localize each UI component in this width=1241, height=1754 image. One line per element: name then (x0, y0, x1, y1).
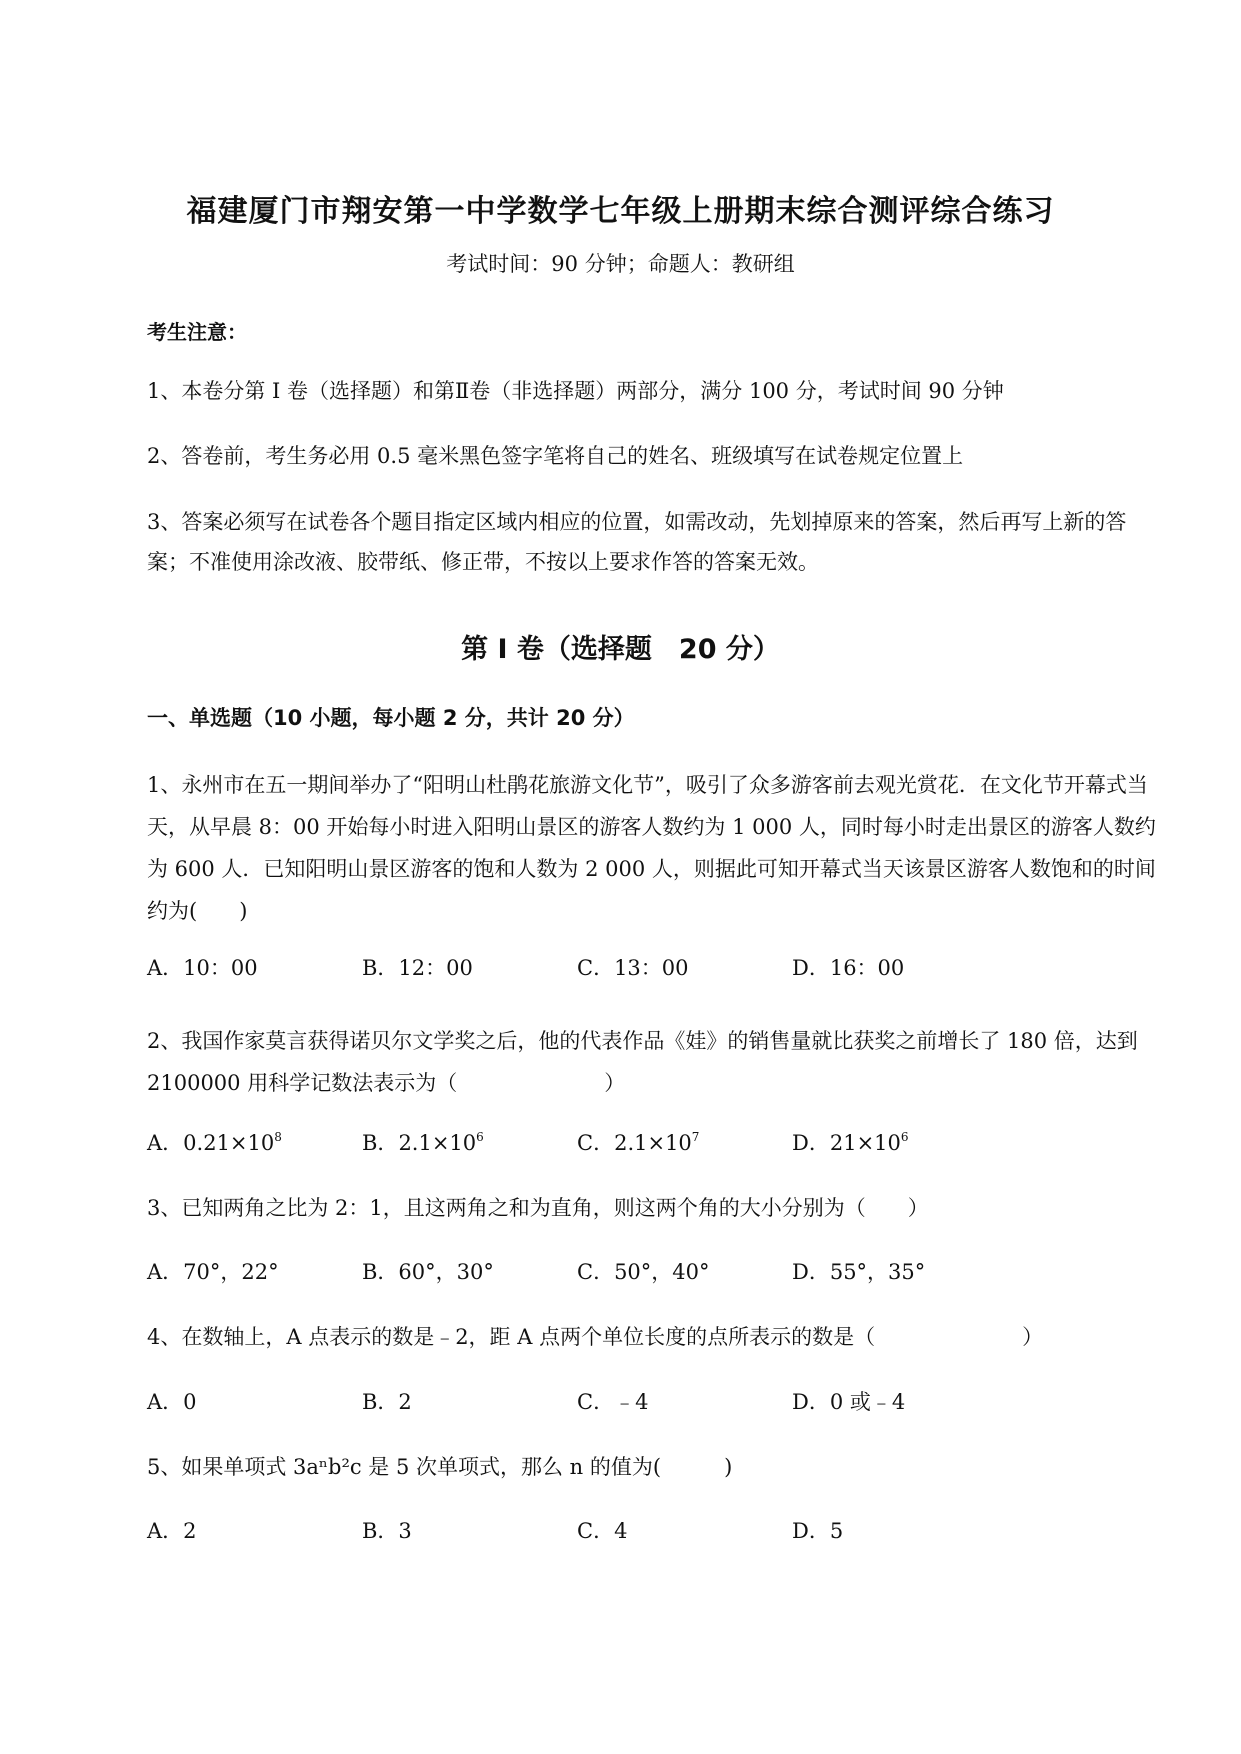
question-3-text: 3、已知两角之比为 2：1，且这两角之和为直角，则这两个角的大小分别为（ ） (147, 1196, 929, 1220)
option-b: B．3 (362, 1519, 412, 1543)
option-b: B．12：00 (362, 956, 473, 980)
option-a: A．$0.21\times 10^8$ (147, 1130, 282, 1155)
option-b: B．$2.1\times 10^6$ (362, 1130, 484, 1155)
page-title: 福建厦门市翔安第一中学数学七年级上册期末综合测评综合练习 (186, 194, 1055, 229)
notice-item: 2、答卷前，考生务必用 0.5 毫米黑色签字笔将自己的姓名、班级填写在试卷规定位置上 (147, 444, 964, 468)
question-3-options (147, 1256, 1047, 1290)
option-b: B．60°，30° (362, 1260, 494, 1284)
section-title: 第 I 卷（选择题 20 分） (461, 634, 780, 665)
option-d: D．0 或﹣4 (792, 1390, 906, 1414)
question-4-options (147, 1386, 1047, 1420)
notice-heading: 考生注意： (147, 320, 247, 344)
option-c: C．13：00 (577, 956, 689, 980)
exam-info: 考试时间：90 分钟；命题人：教研组 (446, 252, 795, 276)
option-b: B．2 (362, 1390, 412, 1414)
option-a: A．0 (147, 1390, 197, 1414)
option-c: C．4 (577, 1519, 628, 1543)
question-5-text: 5、如果单项式 3aⁿb²c 是 5 次单项式，那么 n 的值为( ) (147, 1455, 733, 1479)
question-2-text: 2、我国作家莫言获得诺贝尔文学奖之后，他的代表作品《娃》的销售量就比获奖之前增长了 180 倍，达到 2100000 用科学记数法表示为（ ） (147, 1029, 1138, 1095)
option-a: A．10：00 (147, 956, 258, 980)
option-c: C．50°，40° (577, 1260, 710, 1284)
question-2-options (147, 1127, 1047, 1161)
notice-item: 1、本卷分第 I 卷（选择题）和第Ⅱ卷（非选择题）两部分，满分 100 分，考试时间 90 分钟 (147, 379, 1004, 403)
option-d: D．55°，35° (792, 1260, 926, 1284)
option-a: A．2 (147, 1519, 197, 1543)
option-d: D．16：00 (792, 956, 905, 980)
question-4-text: 4、在数轴上，A 点表示的数是﹣2，距 A 点两个单位长度的点所表示的数是（ ） (147, 1325, 1044, 1349)
option-c: C．﹣4 (577, 1390, 649, 1414)
part-heading: 一、单选题（10 小题，每小题 2 分，共计 20 分） (147, 706, 635, 730)
option-a: A．70°，22° (147, 1260, 279, 1284)
option-c: C．$2.1\times 10^7$ (577, 1130, 700, 1155)
notice-item: 3、答案必须写在试卷各个题目指定区域内相应的位置，如需改动，先划掉原来的答案，然后再写上新的答案；不准使用涂改液、胶带纸、修正带，不按以上要求作答的答案无效。 (147, 510, 1127, 574)
option-d: D．5 (792, 1519, 844, 1543)
option-d: D．$21\times 10^6$ (792, 1130, 909, 1155)
question-1-options (147, 952, 1047, 986)
question-1-text: 1、永州市在五一期间举办了“阳明山杜鹃花旅游文化节”，吸引了众多游客前去观光赏花．在文化节开幕式当天，从早晨 8：00 开始每小时进入阳明山景区的游客人数约为 1 000 人，同时每小时走出景区的游客人数约为 600 人．已知阳明山景区游客的饱和人数为 2 000 人，则据此可知开幕式当天该景区游客人数饱和的时间约为( ) (147, 773, 1156, 923)
question-5-options (147, 1515, 1047, 1549)
